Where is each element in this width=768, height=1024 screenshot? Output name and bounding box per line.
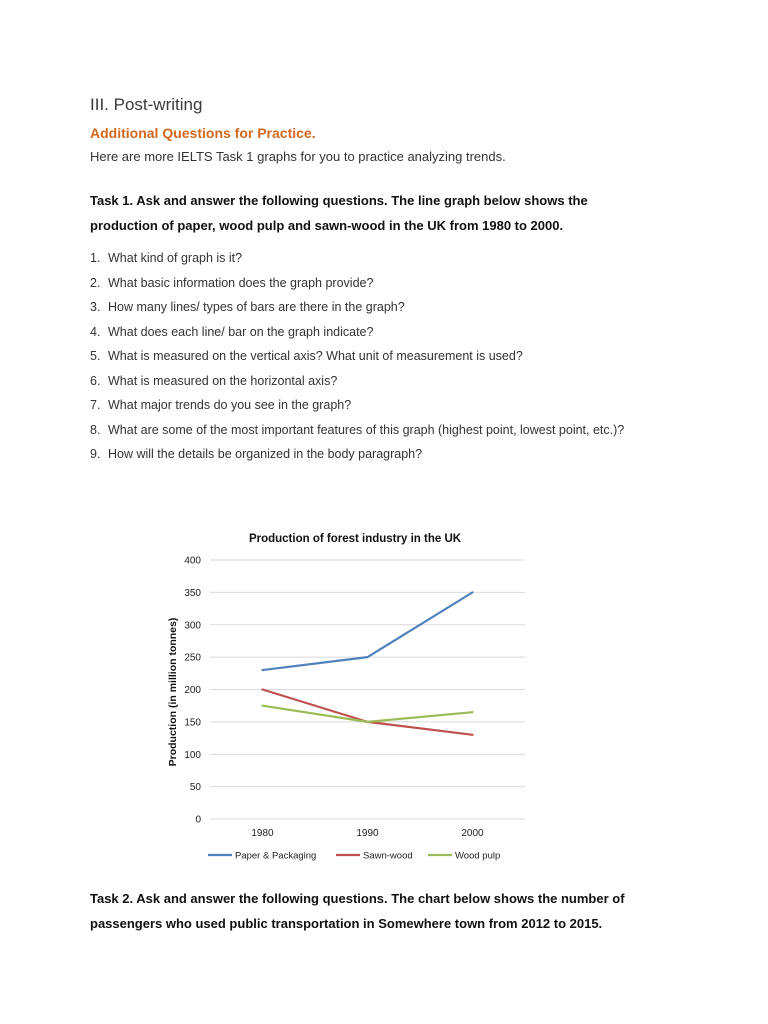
question-number: 3. [90,300,101,314]
list-item [90,320,670,345]
task2-instructions [90,886,690,936]
y-tick-label: 100 [184,749,201,761]
task2-line1: Task 2. Ask and answer the following questions. The chart below shows the number of [90,891,625,906]
task2-line2: passengers who used public transportation in Somewhere town from 2012 to 2015. [90,916,603,931]
question-number: 5. [90,349,101,363]
task1-line2: production of paper, wood pulp and sawn-wood in the UK from 1980 to 2000. [90,218,564,233]
list-item [90,393,670,418]
y-tick-label: 350 [184,587,201,599]
question-text: How many lines/ types of bars are there in the graph? [108,300,405,314]
legend-label: Sawn-wood [363,850,413,862]
series-line-wood-pulp [263,706,473,722]
subheading: Additional Questions for Practice. [90,125,316,141]
chart-title: Production of forest industry in the UK [248,533,462,545]
x-tick-label: 1980 [251,828,274,839]
chart-svg [160,522,540,867]
series-line-sawn-wood [263,690,473,735]
y-tick-label: 400 [184,555,201,567]
x-tick-label: 1990 [356,828,379,839]
intro-text: Here are more IELTS Task 1 graphs for you to practice analyzing trends. [90,149,506,164]
x-tick-label: 2000 [461,828,484,839]
list-item [90,271,670,296]
series-line-paper-packaging [263,592,473,670]
y-tick-label: 0 [195,814,201,826]
y-tick-label: 150 [184,717,201,729]
question-number: 2. [90,275,101,290]
question-number: 7. [90,398,101,412]
list-item [90,344,670,369]
list-item [90,442,670,467]
legend-label: Paper & Packaging [235,850,317,862]
list-item [90,369,670,394]
question-text: What major trends do you see in the graph? [108,398,352,412]
list-item [90,295,670,320]
y-tick-label: 300 [184,620,201,632]
question-text: What basic information does the graph provide? [108,275,374,290]
section-heading: III. Post-writing [90,95,203,114]
question-number: 1. [90,251,101,265]
question-number: 8. [90,422,101,437]
question-text: What are some of the most important features of this graph (highest point, lowest point, etc.)? [108,422,625,437]
question-list [90,246,670,467]
question-text: What does each line/ bar on the graph indicate? [108,324,374,339]
y-axis-label: Production (in million tonnes) [167,617,179,767]
list-item [90,418,670,443]
line-chart [160,522,540,867]
legend-label: Wood pulp [455,850,501,862]
question-text: How will the details be organized in the body paragraph? [108,447,423,461]
task1-line1: Task 1. Ask and answer the following questions. The line graph below shows the [90,193,588,208]
question-number: 4. [90,324,101,339]
question-number: 9. [90,447,101,461]
question-text: What is measured on the vertical axis? What unit of measurement is used? [108,349,523,363]
question-text: What is measured on the horizontal axis? [108,373,338,388]
question-number: 6. [90,373,101,388]
task1-instructions [90,188,690,238]
y-tick-label: 250 [184,652,201,664]
list-item [90,246,670,271]
y-tick-label: 200 [184,685,201,696]
question-text: What kind of graph is it? [108,251,243,265]
y-tick-label: 50 [189,782,201,794]
